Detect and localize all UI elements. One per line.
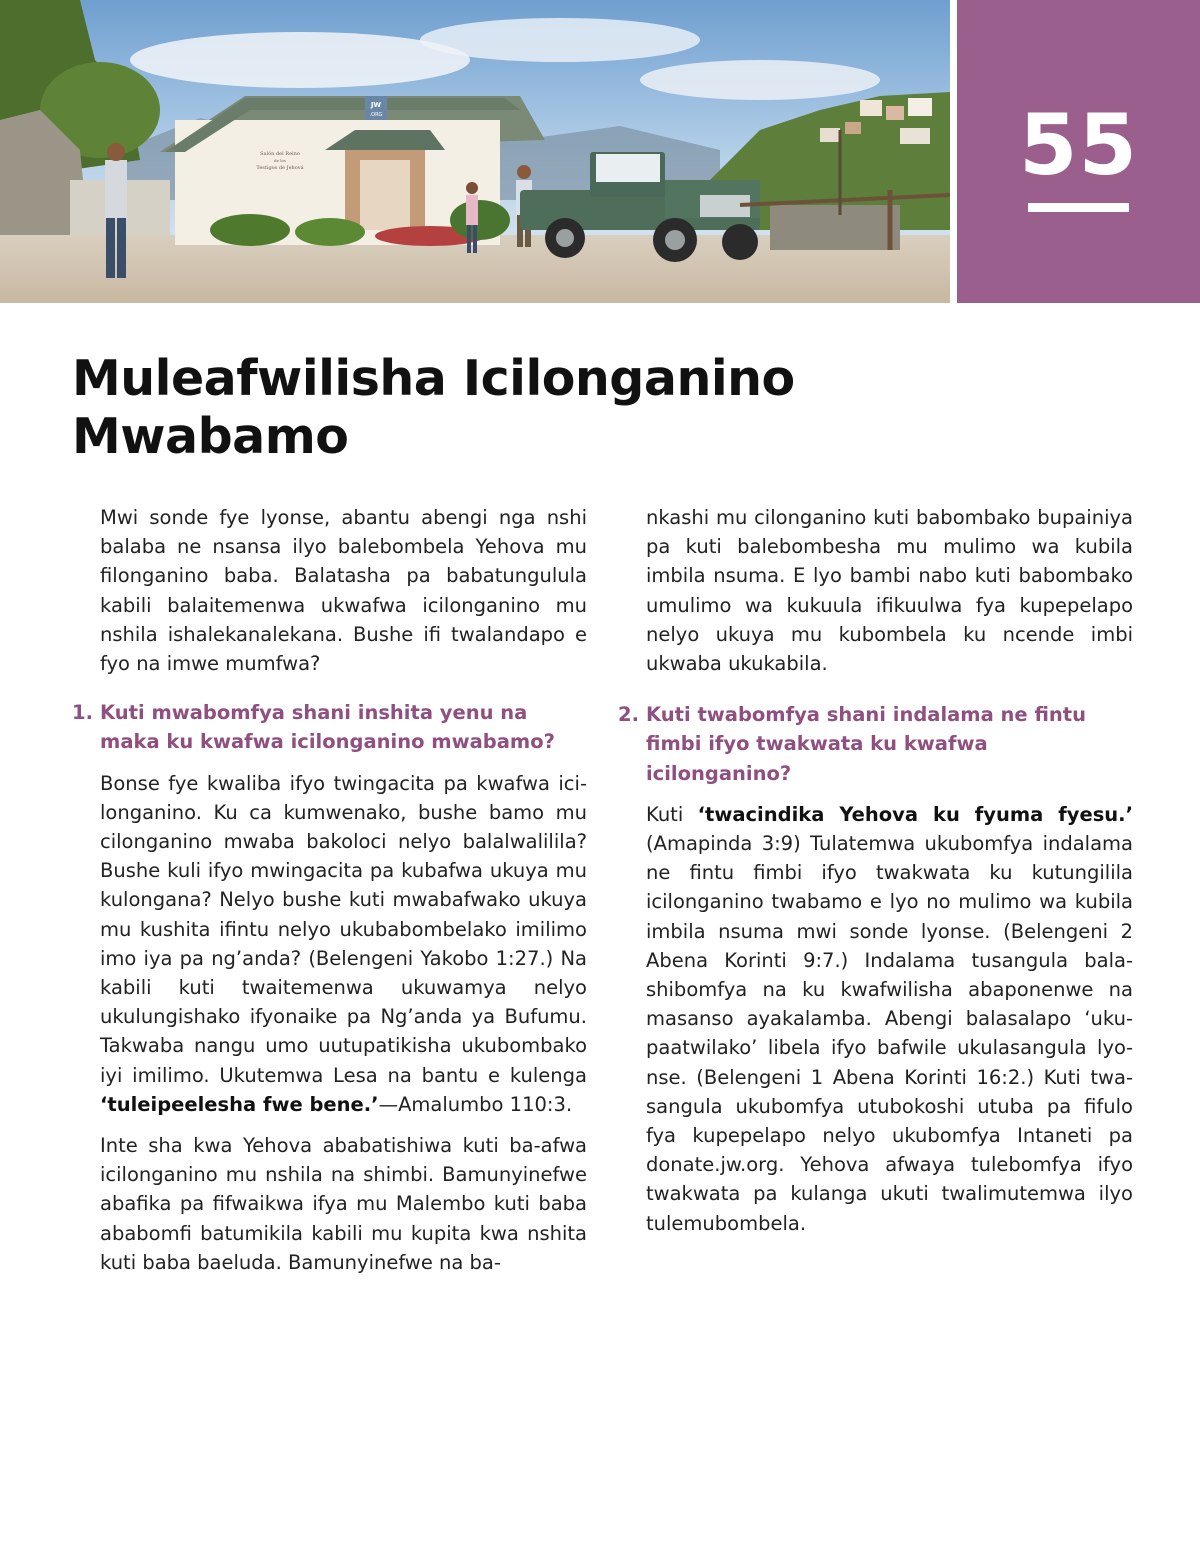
section-1-scripture-reference: —Amalumbo 110:3. xyxy=(378,1092,573,1116)
hero-photo xyxy=(0,0,950,303)
section-2-question xyxy=(618,700,1133,788)
section-2-paragraph-1-text: (Amapinda 3:9) Tulatemwa ukubomfya indalama ne fintu fimbi ifyo twakwata ku kutungilila icilonganino twabamo e lyo no mulimo wa kubila imbila nsuma mwi sonde lyonse. (Belengeni 2 Abena Korinti 9:7.) Indalama tusangula balashibomfya na ku kwafwilisha abaponenwe na masanso ayakalamba. Abengi balasalapo ‘ukupaatwilako’ libela ifyo bafwile ukulasangula lyonse. (Belengeni 1 Abena Korinti 16:2.) Kuti twasangula ukubomfya utubokoshi utuba pa fifulo fya kupepelapo nelyo ukubomfya Intaneti pa donate.jw.org. Yehova afwaya tulebomfya ifyo twakwata pa kulanga ukuti twalimutemwa ilyo tulemubombela. xyxy=(646,832,1133,1235)
section-2-paragraph-1-lead: Kuti xyxy=(646,802,698,826)
building-sign-line3: Testigos de Jehová xyxy=(256,165,304,171)
right-column xyxy=(618,503,1133,1250)
section-2-paragraph-1 xyxy=(646,800,1133,1238)
section-1-paragraph-2: Inte sha kwa Yehova ababatishiwa kuti ba-afwa icilonganino mu nshila na shimbi. Bamunyinefwe abafika pa fifwaikwa ifya mu Malembo kuti baba ababomfi batumikila kabili mu kupita kwa nshita kuti baba baeluda. Bamunyinefwe na ba- xyxy=(100,1134,587,1274)
jw-logo-text: JW xyxy=(370,101,382,109)
section-1-number: 1. xyxy=(72,701,93,725)
section-1-scripture-quote: ‘tuleipeelesha fwe bene.’ xyxy=(100,1092,379,1116)
section-1-paragraph-2-continued: nkashi mu cilonganino kuti babombako bupainiya pa kuti balebombesha mu mulimo wa kubila imbila nsuma. E lyo bambi nabo kuti babombako umulimo wa kukuula ifikuulwa fya kupepelapo nelyo ukuya mu kubombela ku ncende imbi ukwaba ukukabila. xyxy=(646,506,1133,676)
page-title: Muleafwilisha Icilonganino Mwabamo xyxy=(72,350,795,465)
section-1-question xyxy=(72,698,587,756)
section-2-question-text: Kuti twabomfya shani indalama ne fintu fimbi ifyo twakwata ku kwafwa icilonganino? xyxy=(646,703,1086,785)
building-sign-line1: Salón del Reino xyxy=(260,151,300,157)
intro-paragraph: Mwi sonde fye lyonse, abantu abengi nga nshi balaba ne nsansa ilyo balebombela Yehova mu filonganino baba. Balatasha pa babatungulula kabili balaitemenwa ukwafwa icilonganino mu nshila ishalekanalekana. Bushe ifi twalandapo e fyo na imwe mumfwa? xyxy=(100,506,587,676)
lesson-number-underline xyxy=(1028,203,1129,212)
left-column xyxy=(72,503,587,1289)
jw-logo-org-text: .ORG xyxy=(369,112,383,118)
building-sign-line2: de los xyxy=(274,158,286,163)
section-1-paragraph-1 xyxy=(100,769,587,1119)
section-1-paragraph-1-text: Bonse fye kwaliba ifyo twingacita pa kwafwa icilonganino. Ku ca kumwenako, bushe bamo mu cilonganino mwaba bakoloci nelyo balalwalilila? Bushe kuli ifyo mwingacita pa kubafwa ukuya mu kulongana? Nelyo bushe kuti mwabafwako ukuya mu kushita ifintu nelyo ukubabombelako imilimo imo iya pa ng’anda? (Belengeni Yakobo 1:27.) Na kabili kuti twaitemenwa ukuwamya nelyo ukulungishako ifyonaike pa Ng’anda ya Bufumu. Takwaba nangu umo uutupatikisha ukubombako iyi imilimo. Ukutemwa Lesa na bantu e kulenga xyxy=(100,771,587,1087)
section-1-question-text: Kuti mwabomfya shani inshita yenu na maka ku kwafwa icilonganino mwabamo? xyxy=(100,701,555,754)
lesson-number: 55 xyxy=(1019,96,1138,194)
section-2-scripture-quote: ‘twacindika Yehova ku fyuma fyesu.’ xyxy=(697,802,1133,826)
section-2-number: 2. xyxy=(618,703,639,727)
lesson-number-panel xyxy=(957,0,1200,303)
